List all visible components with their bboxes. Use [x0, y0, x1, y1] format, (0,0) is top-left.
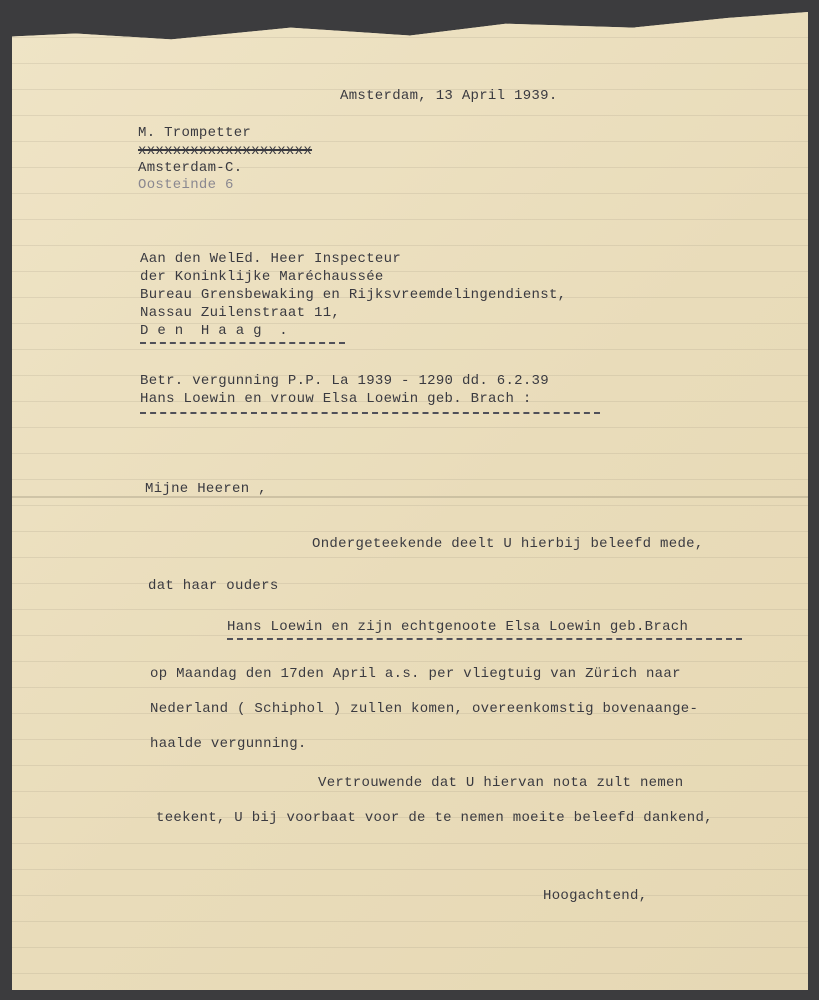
- sender-name: M. Trompetter: [138, 125, 252, 141]
- body-p3-line-1: Vertrouwende dat U hiervan nota zult nemen: [318, 775, 684, 791]
- body-p1-line-2: dat haar ouders: [148, 578, 279, 594]
- body-p2-line-1: op Maandag den 17den April a.s. per vliegtuig van Zürich naar: [150, 666, 681, 682]
- body-p2-line-3: haalde vergunning.: [150, 736, 307, 752]
- subject-line-2: Hans Loewin en vrouw Elsa Loewin geb. Brach :: [140, 391, 532, 407]
- date-line: Amsterdam, 13 April 1939.: [340, 88, 558, 104]
- recipient-line-2: der Koninklijke Maréchaussée: [140, 269, 384, 285]
- sender-struck-line: xxxxxxxxxxxxxxxxxxxx: [138, 143, 313, 159]
- recipient-line-4: Nassau Zuilenstraat 11,: [140, 305, 341, 321]
- names-underline: [227, 638, 742, 640]
- sender-city: Amsterdam-C.: [138, 160, 243, 176]
- subject-underline: [140, 412, 600, 414]
- recipient-underline: [140, 342, 345, 344]
- body-p3-line-2: teekent, U bij voorbaat voor de te nemen moeite beleefd dankend,: [156, 810, 713, 826]
- body-p1-line-1: Ondergeteekende deelt U hierbij beleefd mede,: [312, 536, 704, 552]
- body-names-line: Hans Loewin en zijn echtgenoote Elsa Loewin geb.Brach: [227, 619, 689, 635]
- closing: Hoogachtend,: [543, 888, 648, 904]
- sender-street: Oosteinde 6: [138, 177, 234, 193]
- recipient-line-1: Aan den WelEd. Heer Inspecteur: [140, 251, 402, 267]
- recipient-line-5: D e n H a a g .: [140, 323, 288, 339]
- paper-fold: [12, 496, 808, 498]
- salutation: Mijne Heeren ,: [145, 481, 267, 497]
- recipient-line-3: Bureau Grensbewaking en Rijksvreemdelingendienst,: [140, 287, 567, 303]
- letter-sheet: [12, 12, 808, 990]
- body-p2-line-2: Nederland ( Schiphol ) zullen komen, overeenkomstig bovenaange-: [150, 701, 699, 717]
- subject-line-1: Betr. vergunning P.P. La 1939 - 1290 dd. 6.2.39: [140, 373, 549, 389]
